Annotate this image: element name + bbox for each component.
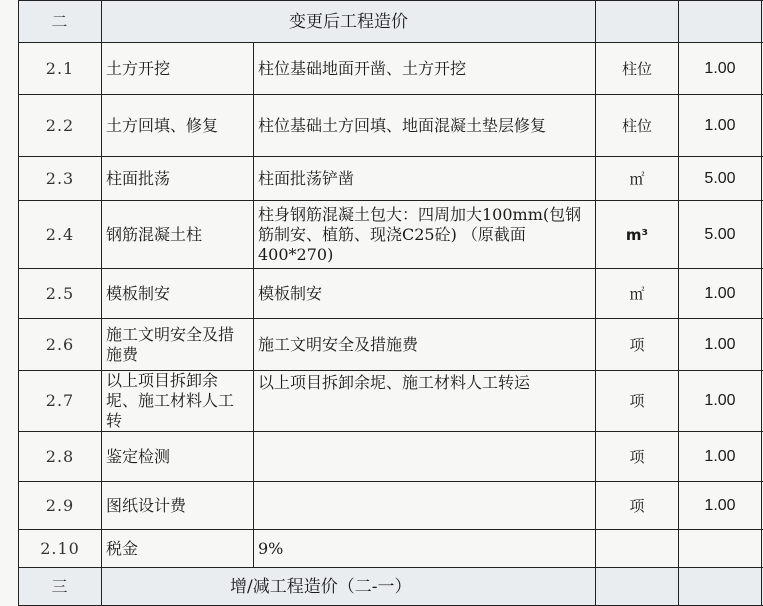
item-name: 鉴定检测	[102, 432, 254, 482]
item-description: 施工文明安全及措施费	[254, 319, 596, 371]
item-unit: 项	[596, 319, 679, 371]
item-description	[254, 432, 596, 482]
table-row	[19, 43, 763, 95]
item-number: 2.9	[19, 482, 102, 530]
item-description: 柱面批荡铲凿	[254, 157, 596, 201]
cost-table	[18, 0, 763, 606]
item-name: 钢筋混凝土柱	[102, 201, 254, 269]
section-header-row	[19, 1, 763, 43]
item-unit: m³	[596, 201, 679, 269]
item-quantity	[679, 530, 762, 568]
table-row	[19, 157, 763, 201]
table-row	[19, 95, 763, 157]
table-row	[19, 269, 763, 319]
item-number: 2.1	[19, 43, 102, 95]
empty-cell	[596, 568, 679, 606]
item-unit: ㎡	[596, 269, 679, 319]
item-unit: ㎡	[596, 157, 679, 201]
item-unit: 项	[596, 371, 679, 432]
item-name: 柱面批荡	[102, 157, 254, 201]
item-unit: 柱位	[596, 95, 679, 157]
item-quantity: 5.00	[679, 157, 762, 201]
item-number: 2.7	[19, 371, 102, 432]
table-row	[19, 371, 763, 432]
item-quantity: 1.00	[679, 371, 762, 432]
item-quantity: 1.00	[679, 482, 762, 530]
item-description	[254, 482, 596, 530]
item-name: 施工文明安全及措施费	[102, 319, 254, 371]
item-unit	[596, 530, 679, 568]
item-name: 土方开挖	[102, 43, 254, 95]
item-unit: 柱位	[596, 43, 679, 95]
item-description: 柱身钢筋混凝土包大：四周加大100mm(包钢筋制安、植筋、现浇C25砼) （原截面400*270)	[254, 201, 596, 269]
item-quantity: 1.00	[679, 95, 762, 157]
item-description: 模板制安	[254, 269, 596, 319]
item-name: 税金	[102, 530, 254, 568]
section-number: 三	[19, 568, 102, 606]
empty-cell	[679, 568, 762, 606]
table-row	[19, 432, 763, 482]
empty-cell	[596, 1, 679, 43]
item-number: 2.8	[19, 432, 102, 482]
table-row	[19, 530, 763, 568]
item-number: 2.10	[19, 530, 102, 568]
item-description: 以上项目拆卸余坭、施工材料人工转运	[254, 371, 596, 432]
section-number: 二	[19, 1, 102, 43]
table-row	[19, 319, 763, 371]
item-unit: 项	[596, 482, 679, 530]
table-row	[19, 482, 763, 530]
empty-cell	[679, 1, 762, 43]
item-quantity: 5.00	[679, 201, 762, 269]
section-title: 增/减工程造价（二-一）	[102, 568, 596, 606]
section-footer-row	[19, 568, 763, 606]
item-description: 柱位基础土方回填、地面混凝土垫层修复	[254, 95, 596, 157]
item-number: 2.5	[19, 269, 102, 319]
item-number: 2.2	[19, 95, 102, 157]
item-number: 2.3	[19, 157, 102, 201]
item-quantity: 1.00	[679, 319, 762, 371]
item-quantity: 1.00	[679, 432, 762, 482]
item-unit: 项	[596, 432, 679, 482]
item-name: 模板制安	[102, 269, 254, 319]
table-row	[19, 201, 763, 269]
item-number: 2.4	[19, 201, 102, 269]
item-description: 9%	[254, 530, 596, 568]
item-name: 图纸设计费	[102, 482, 254, 530]
item-quantity: 1.00	[679, 43, 762, 95]
item-name: 土方回填、修复	[102, 95, 254, 157]
item-name: 以上项目拆卸余坭、施工材料人工转	[102, 371, 254, 432]
section-title: 变更后工程造价	[102, 1, 596, 43]
item-description: 柱位基础地面开凿、土方开挖	[254, 43, 596, 95]
item-number: 2.6	[19, 319, 102, 371]
item-quantity: 1.00	[679, 269, 762, 319]
